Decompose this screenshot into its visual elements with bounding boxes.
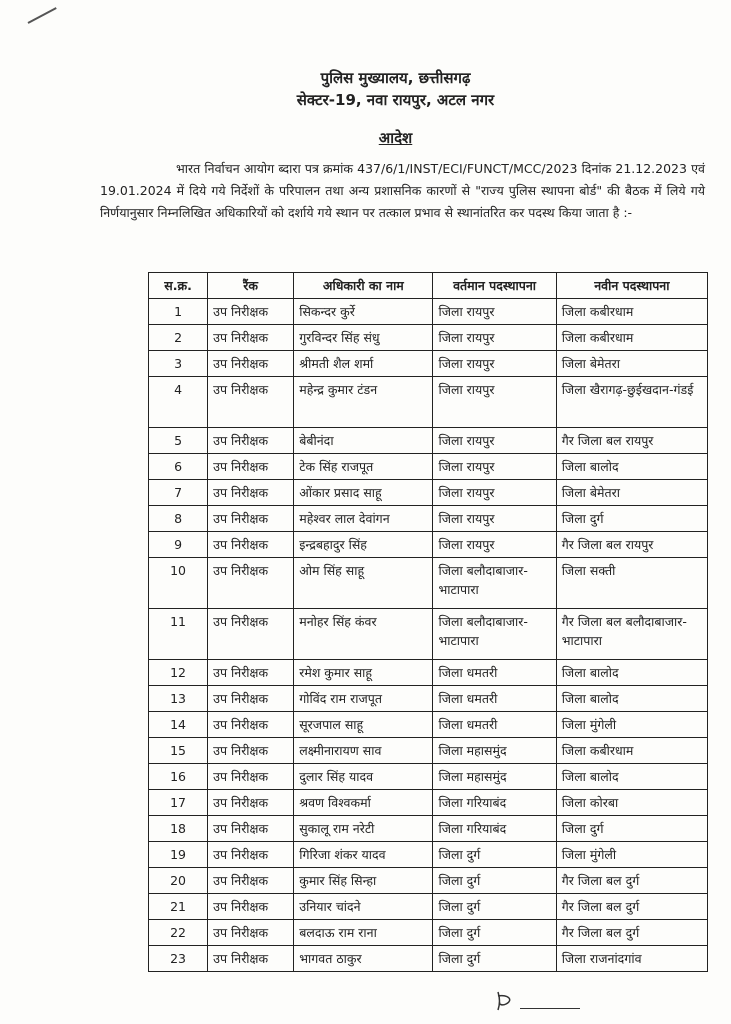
- table-row: [149, 609, 708, 660]
- cell-sno: 8: [149, 506, 208, 532]
- cell-sno: 19: [149, 842, 208, 868]
- cell-name: सूरजपाल साहू: [294, 712, 433, 738]
- cell-sno: 22: [149, 920, 208, 946]
- cell-sno: 2: [149, 325, 208, 351]
- cell-rank: उप निरीक्षक: [208, 325, 294, 351]
- cell-name: टेक सिंह राजपूत: [294, 454, 433, 480]
- cell-current-posting: जिला रायपुर: [433, 377, 556, 428]
- table-row: [149, 686, 708, 712]
- table-row: [149, 946, 708, 972]
- order-paragraph: भारत निर्वाचन आयोग ब्दारा पत्र क्रमांक 437/6/1/INST/ECI/FUNCT/MCC/2023 दिनांक 21.12.2023 एवं 19.01.2024 में दिये गये निर्देशों के परिपालन तथा अन्य प्रशासनिक कारणों से "राज्य पुलिस स्थापना बोर्ड" की बैठक में लिये गये निर्णयानुसार निम्नलिखित अधिकारियों को दर्शाये गये स्थान पर तत्काल प्रभाव से स्थानांतरित कर पदस्थ किया जाता है :-: [100, 161, 705, 220]
- cell-name: सुकालू राम नरेटी: [294, 816, 433, 842]
- cell-name: श्रवण विश्वकर्मा: [294, 790, 433, 816]
- cell-sno: 13: [149, 686, 208, 712]
- cell-name: श्रीमती शैल शर्मा: [294, 351, 433, 377]
- cell-rank: उप निरीक्षक: [208, 506, 294, 532]
- cell-rank: उप निरीक्षक: [208, 428, 294, 454]
- cell-rank: उप निरीक्षक: [208, 790, 294, 816]
- cell-current-posting: जिला रायपुर: [433, 454, 556, 480]
- cell-name: बेबीनंदा: [294, 428, 433, 454]
- cell-current-posting: जिला दुर्ग: [433, 946, 556, 972]
- cell-rank: उप निरीक्षक: [208, 816, 294, 842]
- order-title-text: आदेश: [378, 129, 413, 147]
- transfer-table: [148, 272, 708, 972]
- cell-sno: 7: [149, 480, 208, 506]
- cell-current-posting: जिला रायपुर: [433, 325, 556, 351]
- table-row: [149, 660, 708, 686]
- cell-sno: 6: [149, 454, 208, 480]
- cell-current-posting: जिला रायपुर: [433, 299, 556, 325]
- cell-name: मनोहर सिंह कंवर: [294, 609, 433, 660]
- cell-sno: 21: [149, 894, 208, 920]
- cell-new-posting: गैर जिला बल दुर्ग: [556, 894, 707, 920]
- order-title: [0, 128, 731, 148]
- table-row: [149, 299, 708, 325]
- table-row: [149, 894, 708, 920]
- cell-new-posting: जिला मुंगेली: [556, 842, 707, 868]
- cell-new-posting: गैर जिला बल रायपुर: [556, 428, 707, 454]
- cell-new-posting: गैर जिला बल दुर्ग: [556, 868, 707, 894]
- cell-current-posting: जिला धमतरी: [433, 686, 556, 712]
- cell-sno: 14: [149, 712, 208, 738]
- cell-name: दुलार सिंह यादव: [294, 764, 433, 790]
- cell-new-posting: जिला बालोद: [556, 764, 707, 790]
- cell-rank: उप निरीक्षक: [208, 712, 294, 738]
- cell-rank: उप निरीक्षक: [208, 660, 294, 686]
- cell-sno: 9: [149, 532, 208, 558]
- table-row: [149, 816, 708, 842]
- cell-rank: उप निरीक्षक: [208, 480, 294, 506]
- cell-sno: 15: [149, 738, 208, 764]
- cell-rank: उप निरीक्षक: [208, 558, 294, 609]
- cell-current-posting: जिला महासमुंद: [433, 738, 556, 764]
- office-name: पुलिस मुख्यालय, छत्तीसगढ़: [320, 69, 471, 87]
- cell-current-posting: जिला दुर्ग: [433, 920, 556, 946]
- cell-sno: 4: [149, 377, 208, 428]
- cell-current-posting: जिला धमतरी: [433, 712, 556, 738]
- cell-sno: 12: [149, 660, 208, 686]
- cell-current-posting: जिला रायपुर: [433, 351, 556, 377]
- cell-current-posting: जिला बलौदाबाजार-भाटापारा: [433, 609, 556, 660]
- cell-rank: उप निरीक्षक: [208, 454, 294, 480]
- cell-new-posting: जिला बालोद: [556, 660, 707, 686]
- cell-new-posting: जिला कबीरधाम: [556, 325, 707, 351]
- table-row: [149, 868, 708, 894]
- table-row: [149, 558, 708, 609]
- cell-new-posting: जिला कबीरधाम: [556, 738, 707, 764]
- cell-sno: 16: [149, 764, 208, 790]
- cell-rank: उप निरीक्षक: [208, 894, 294, 920]
- office-address: सेक्टर-19, नवा रायपुर, अटल नगर: [296, 91, 495, 109]
- cell-new-posting: गैर जिला बल बलौदाबाजार- भाटापारा: [556, 609, 707, 660]
- cell-current-posting: जिला रायपुर: [433, 506, 556, 532]
- cell-name: गुरविन्दर सिंह संधु: [294, 325, 433, 351]
- cell-name: लक्ष्मीनारायण साव: [294, 738, 433, 764]
- cell-new-posting: जिला बेमेतरा: [556, 480, 707, 506]
- col-header-rank: रैंक: [208, 273, 294, 299]
- cell-new-posting: जिला सक्ती: [556, 558, 707, 609]
- cell-new-posting: जिला बेमेतरा: [556, 351, 707, 377]
- cell-new-posting: जिला दुर्ग: [556, 816, 707, 842]
- cell-sno: 10: [149, 558, 208, 609]
- table-row: [149, 454, 708, 480]
- table-row: [149, 506, 708, 532]
- cell-current-posting: जिला दुर्ग: [433, 894, 556, 920]
- cell-current-posting: जिला दुर्ग: [433, 842, 556, 868]
- cell-rank: उप निरीक्षक: [208, 764, 294, 790]
- cell-rank: उप निरीक्षक: [208, 920, 294, 946]
- cell-sno: 11: [149, 609, 208, 660]
- cell-name: ओंकार प्रसाद साहू: [294, 480, 433, 506]
- table-row: [149, 532, 708, 558]
- cell-new-posting: जिला खैरागढ़-छुईखदान-गंडई: [556, 377, 707, 428]
- cell-current-posting: जिला रायपुर: [433, 532, 556, 558]
- cell-rank: उप निरीक्षक: [208, 738, 294, 764]
- cell-rank: उप निरीक्षक: [208, 299, 294, 325]
- letterhead: [0, 68, 731, 110]
- cell-new-posting: जिला बालोद: [556, 454, 707, 480]
- cell-new-posting: गैर जिला बल दुर्ग: [556, 920, 707, 946]
- table-row: [149, 377, 708, 428]
- table-row: [149, 325, 708, 351]
- cell-name: गोविंद राम राजपूत: [294, 686, 433, 712]
- cell-sno: 17: [149, 790, 208, 816]
- cell-current-posting: जिला गरियाबंद: [433, 816, 556, 842]
- cell-current-posting: जिला रायपुर: [433, 480, 556, 506]
- cell-new-posting: गैर जिला बल रायपुर: [556, 532, 707, 558]
- cell-name: सिकन्दर कुर्रे: [294, 299, 433, 325]
- cell-rank: उप निरीक्षक: [208, 609, 294, 660]
- cell-current-posting: जिला दुर्ग: [433, 868, 556, 894]
- signature-mark: [492, 990, 522, 1012]
- cell-new-posting: जिला मुंगेली: [556, 712, 707, 738]
- col-header-name: अधिकारी का नाम: [294, 273, 433, 299]
- cell-rank: उप निरीक्षक: [208, 842, 294, 868]
- cell-name: ओम सिंह साहू: [294, 558, 433, 609]
- cell-new-posting: जिला कबीरधाम: [556, 299, 707, 325]
- table-row: [149, 480, 708, 506]
- table-header-row: [149, 273, 708, 299]
- cell-current-posting: जिला धमतरी: [433, 660, 556, 686]
- cell-new-posting: जिला दुर्ग: [556, 506, 707, 532]
- table-row: [149, 712, 708, 738]
- cell-rank: उप निरीक्षक: [208, 351, 294, 377]
- cell-current-posting: जिला रायपुर: [433, 428, 556, 454]
- table-row: [149, 842, 708, 868]
- cell-rank: उप निरीक्षक: [208, 532, 294, 558]
- table-row: [149, 428, 708, 454]
- cell-sno: 20: [149, 868, 208, 894]
- cell-name: कुमार सिंह सिन्हा: [294, 868, 433, 894]
- cell-name: भागवत ठाकुर: [294, 946, 433, 972]
- pen-mark: [28, 7, 57, 24]
- cell-name: इन्द्रबहादुर सिंह: [294, 532, 433, 558]
- cell-name: बलदाऊ राम राना: [294, 920, 433, 946]
- cell-sno: 18: [149, 816, 208, 842]
- cell-rank: उप निरीक्षक: [208, 686, 294, 712]
- cell-sno: 3: [149, 351, 208, 377]
- cell-name: महेश्वर लाल देवांगन: [294, 506, 433, 532]
- cell-name: उनियार चांदने: [294, 894, 433, 920]
- cell-rank: उप निरीक्षक: [208, 868, 294, 894]
- cell-rank: उप निरीक्षक: [208, 377, 294, 428]
- cell-name: गिरिजा शंकर यादव: [294, 842, 433, 868]
- col-header-current-posting: वर्तमान पदस्थापना: [433, 273, 556, 299]
- cell-sno: 1: [149, 299, 208, 325]
- cell-new-posting: जिला कोरबा: [556, 790, 707, 816]
- table-row: [149, 738, 708, 764]
- col-header-sno: स.क्र.: [149, 273, 208, 299]
- table-row: [149, 764, 708, 790]
- cell-sno: 23: [149, 946, 208, 972]
- cell-new-posting: जिला राजनांदगांव: [556, 946, 707, 972]
- table-row: [149, 920, 708, 946]
- cell-rank: उप निरीक्षक: [208, 946, 294, 972]
- col-header-new-posting: नवीन पदस्थापना: [556, 273, 707, 299]
- cell-current-posting: जिला महासमुंद: [433, 764, 556, 790]
- cell-current-posting: जिला बलौदाबाजार-भाटापारा: [433, 558, 556, 609]
- cell-sno: 5: [149, 428, 208, 454]
- table-row: [149, 790, 708, 816]
- cell-name: रमेश कुमार साहू: [294, 660, 433, 686]
- cell-name: महेन्द्र कुमार टंडन: [294, 377, 433, 428]
- signature-underline: [520, 1008, 580, 1009]
- cell-new-posting: जिला बालोद: [556, 686, 707, 712]
- cell-current-posting: जिला गरियाबंद: [433, 790, 556, 816]
- table-row: [149, 351, 708, 377]
